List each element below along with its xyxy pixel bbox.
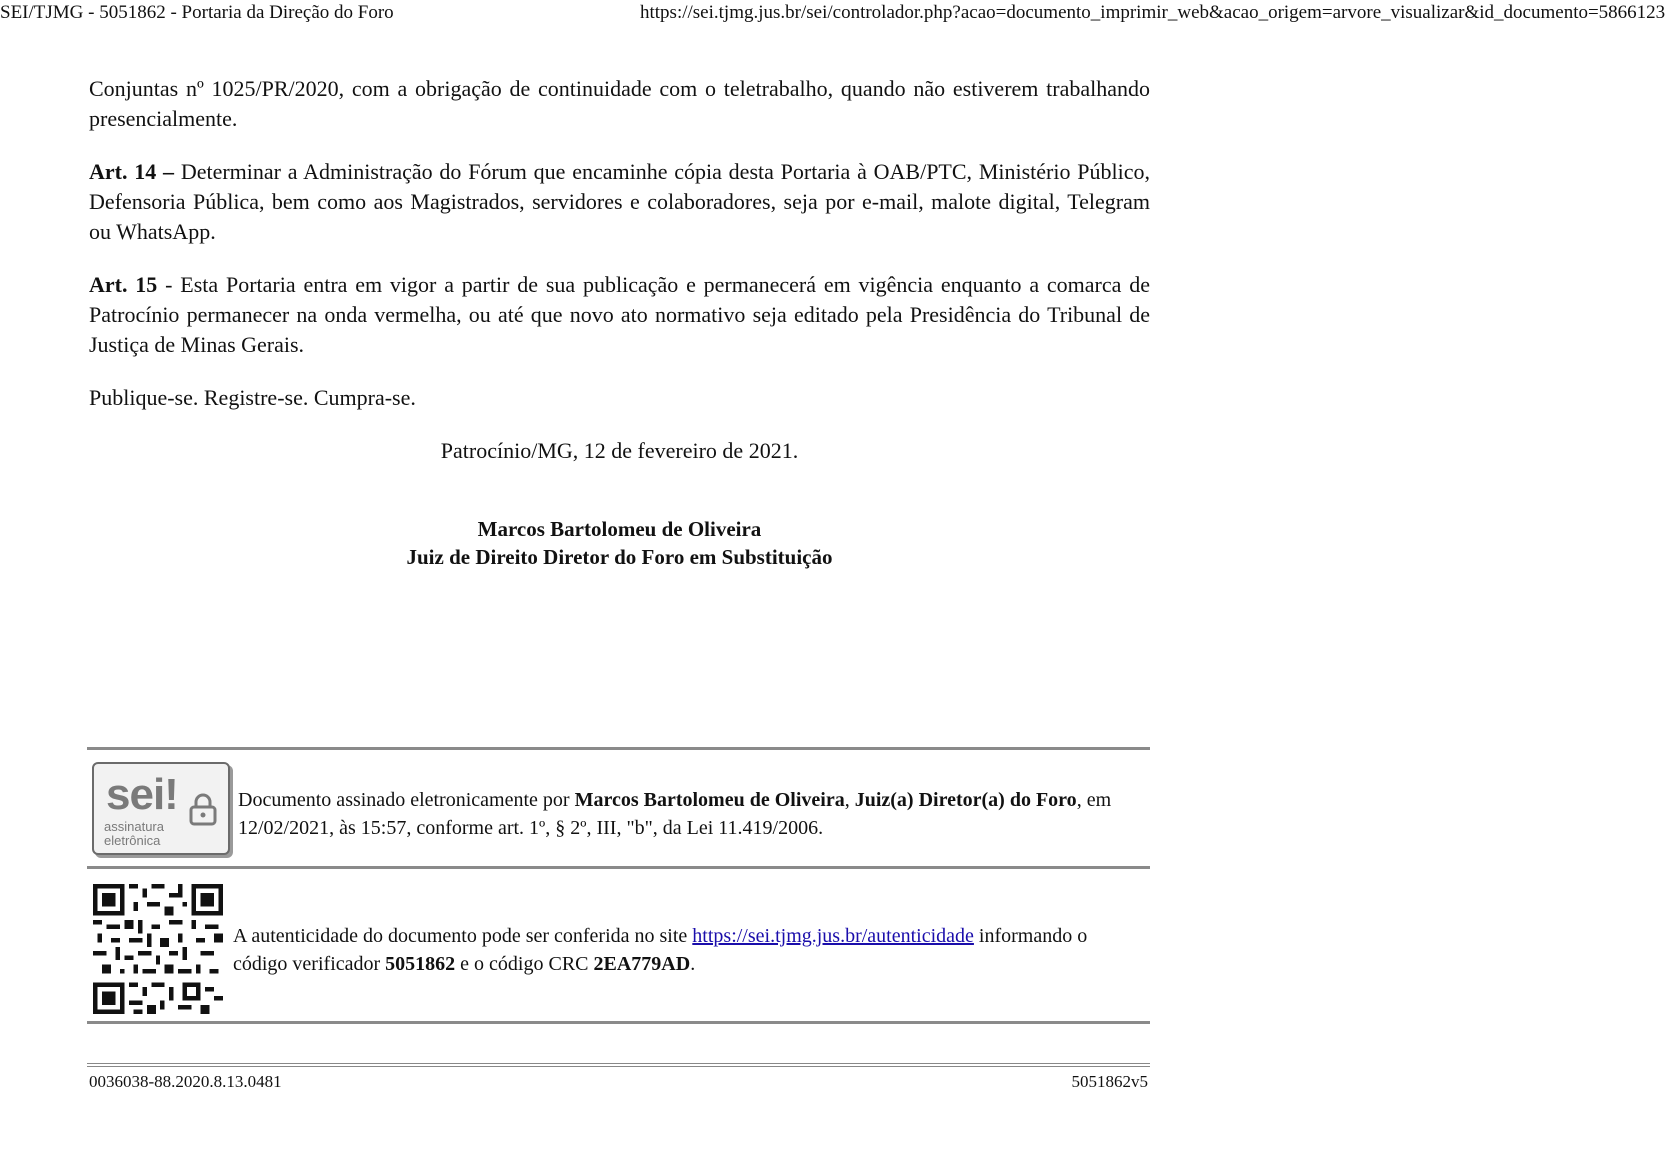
header-title: SEI/TJMG - 5051862 - Portaria da Direção do Foro [0, 2, 394, 23]
document-body [89, 74, 1150, 571]
crc-code: 2EA779AD [593, 953, 691, 975]
authenticity-statement [233, 922, 1143, 978]
divider-top [87, 747, 1150, 750]
divider-bottom [87, 1021, 1150, 1024]
article-15-text: - Esta Portaria entra em vigor a partir de sua publicação e permanecerá em vigência enquanto a comarca de Patrocínio permanecer na onda vermelha, ou até que novo ato normativo seja editado pela Presidência do Tribunal de Justiça de Minas Gerais. [89, 272, 1151, 357]
verifier-code: 5051862 [385, 953, 456, 975]
date-line: Patrocínio/MG, 12 de fevereiro de 2021. [440, 438, 799, 463]
article-14-text: Determinar a Administração do Fórum que encaminhe cópia desta Portaria à OAB/PTC, Ministério Público, Defensoria Pública, bem como aos Magistrados, servidores e colaboradores, seja por e-mail, malote digital, Telegram ou WhatsApp. [89, 159, 1150, 244]
signature-prefix: Documento assinado eletronicamente por [238, 789, 575, 811]
auth-prefix: A autenticidade do documento pode ser conferida no site [233, 925, 693, 947]
divider-middle [87, 866, 1150, 869]
signature-role: Juiz(a) Diretor(a) do Foro [854, 789, 1077, 811]
lock-icon [188, 792, 218, 826]
seal-main-text: sei! [106, 770, 178, 819]
process-number: 0036038-88.2020.8.13.0481 [89, 1072, 282, 1091]
signer-name: Marcos Bartolomeu de Oliveira [477, 517, 762, 541]
signature-suffix: , em 12/02/2021, às 15:57, conforme art. 1º, § 2º, III, "b", da Lei 11.419/2006. [238, 789, 1112, 839]
signature-statement [238, 786, 1138, 842]
document-version: 5051862v5 [1071, 1072, 1148, 1091]
seal-line-1: assinatura [104, 819, 164, 834]
article-15 [89, 270, 1150, 360]
closing-formula: Publique-se. Registre-se. Cumpra-se. [89, 385, 416, 410]
auth-mid-2: e o código CRC [455, 953, 594, 975]
seal-line-2: eletrônica [104, 833, 161, 848]
article-15-label: Art. 15 [89, 272, 158, 297]
article-14-label: Art. 14 – [89, 159, 175, 184]
authenticity-link[interactable]: https://sei.tjmg.jus.br/autenticidade [692, 925, 974, 947]
qr-code-icon [93, 884, 223, 1014]
signer-role: Juiz de Direito Diretor do Foro em Substituição [406, 545, 833, 569]
article-14 [89, 157, 1150, 247]
header-url: https://sei.tjmg.jus.br/sei/controlador.php?acao=documento_imprimir_web&acao_origem=arvore_visualizar&id_documento=5866123 [640, 2, 1665, 23]
sei-seal-icon [92, 762, 230, 855]
footer-divider [87, 1063, 1150, 1067]
auth-end: . [690, 953, 696, 975]
signature-signer: Marcos Bartolomeu de Oliveira [574, 789, 845, 811]
signature-comma: , [844, 789, 855, 811]
auth-mid-1: informando o código verificador [233, 925, 1088, 975]
paragraph-continuation: Conjuntas nº 1025/PR/2020, com a obrigação de continuidade com o teletrabalho, quando não estiverem trabalhando presencialmente. [89, 76, 1150, 131]
